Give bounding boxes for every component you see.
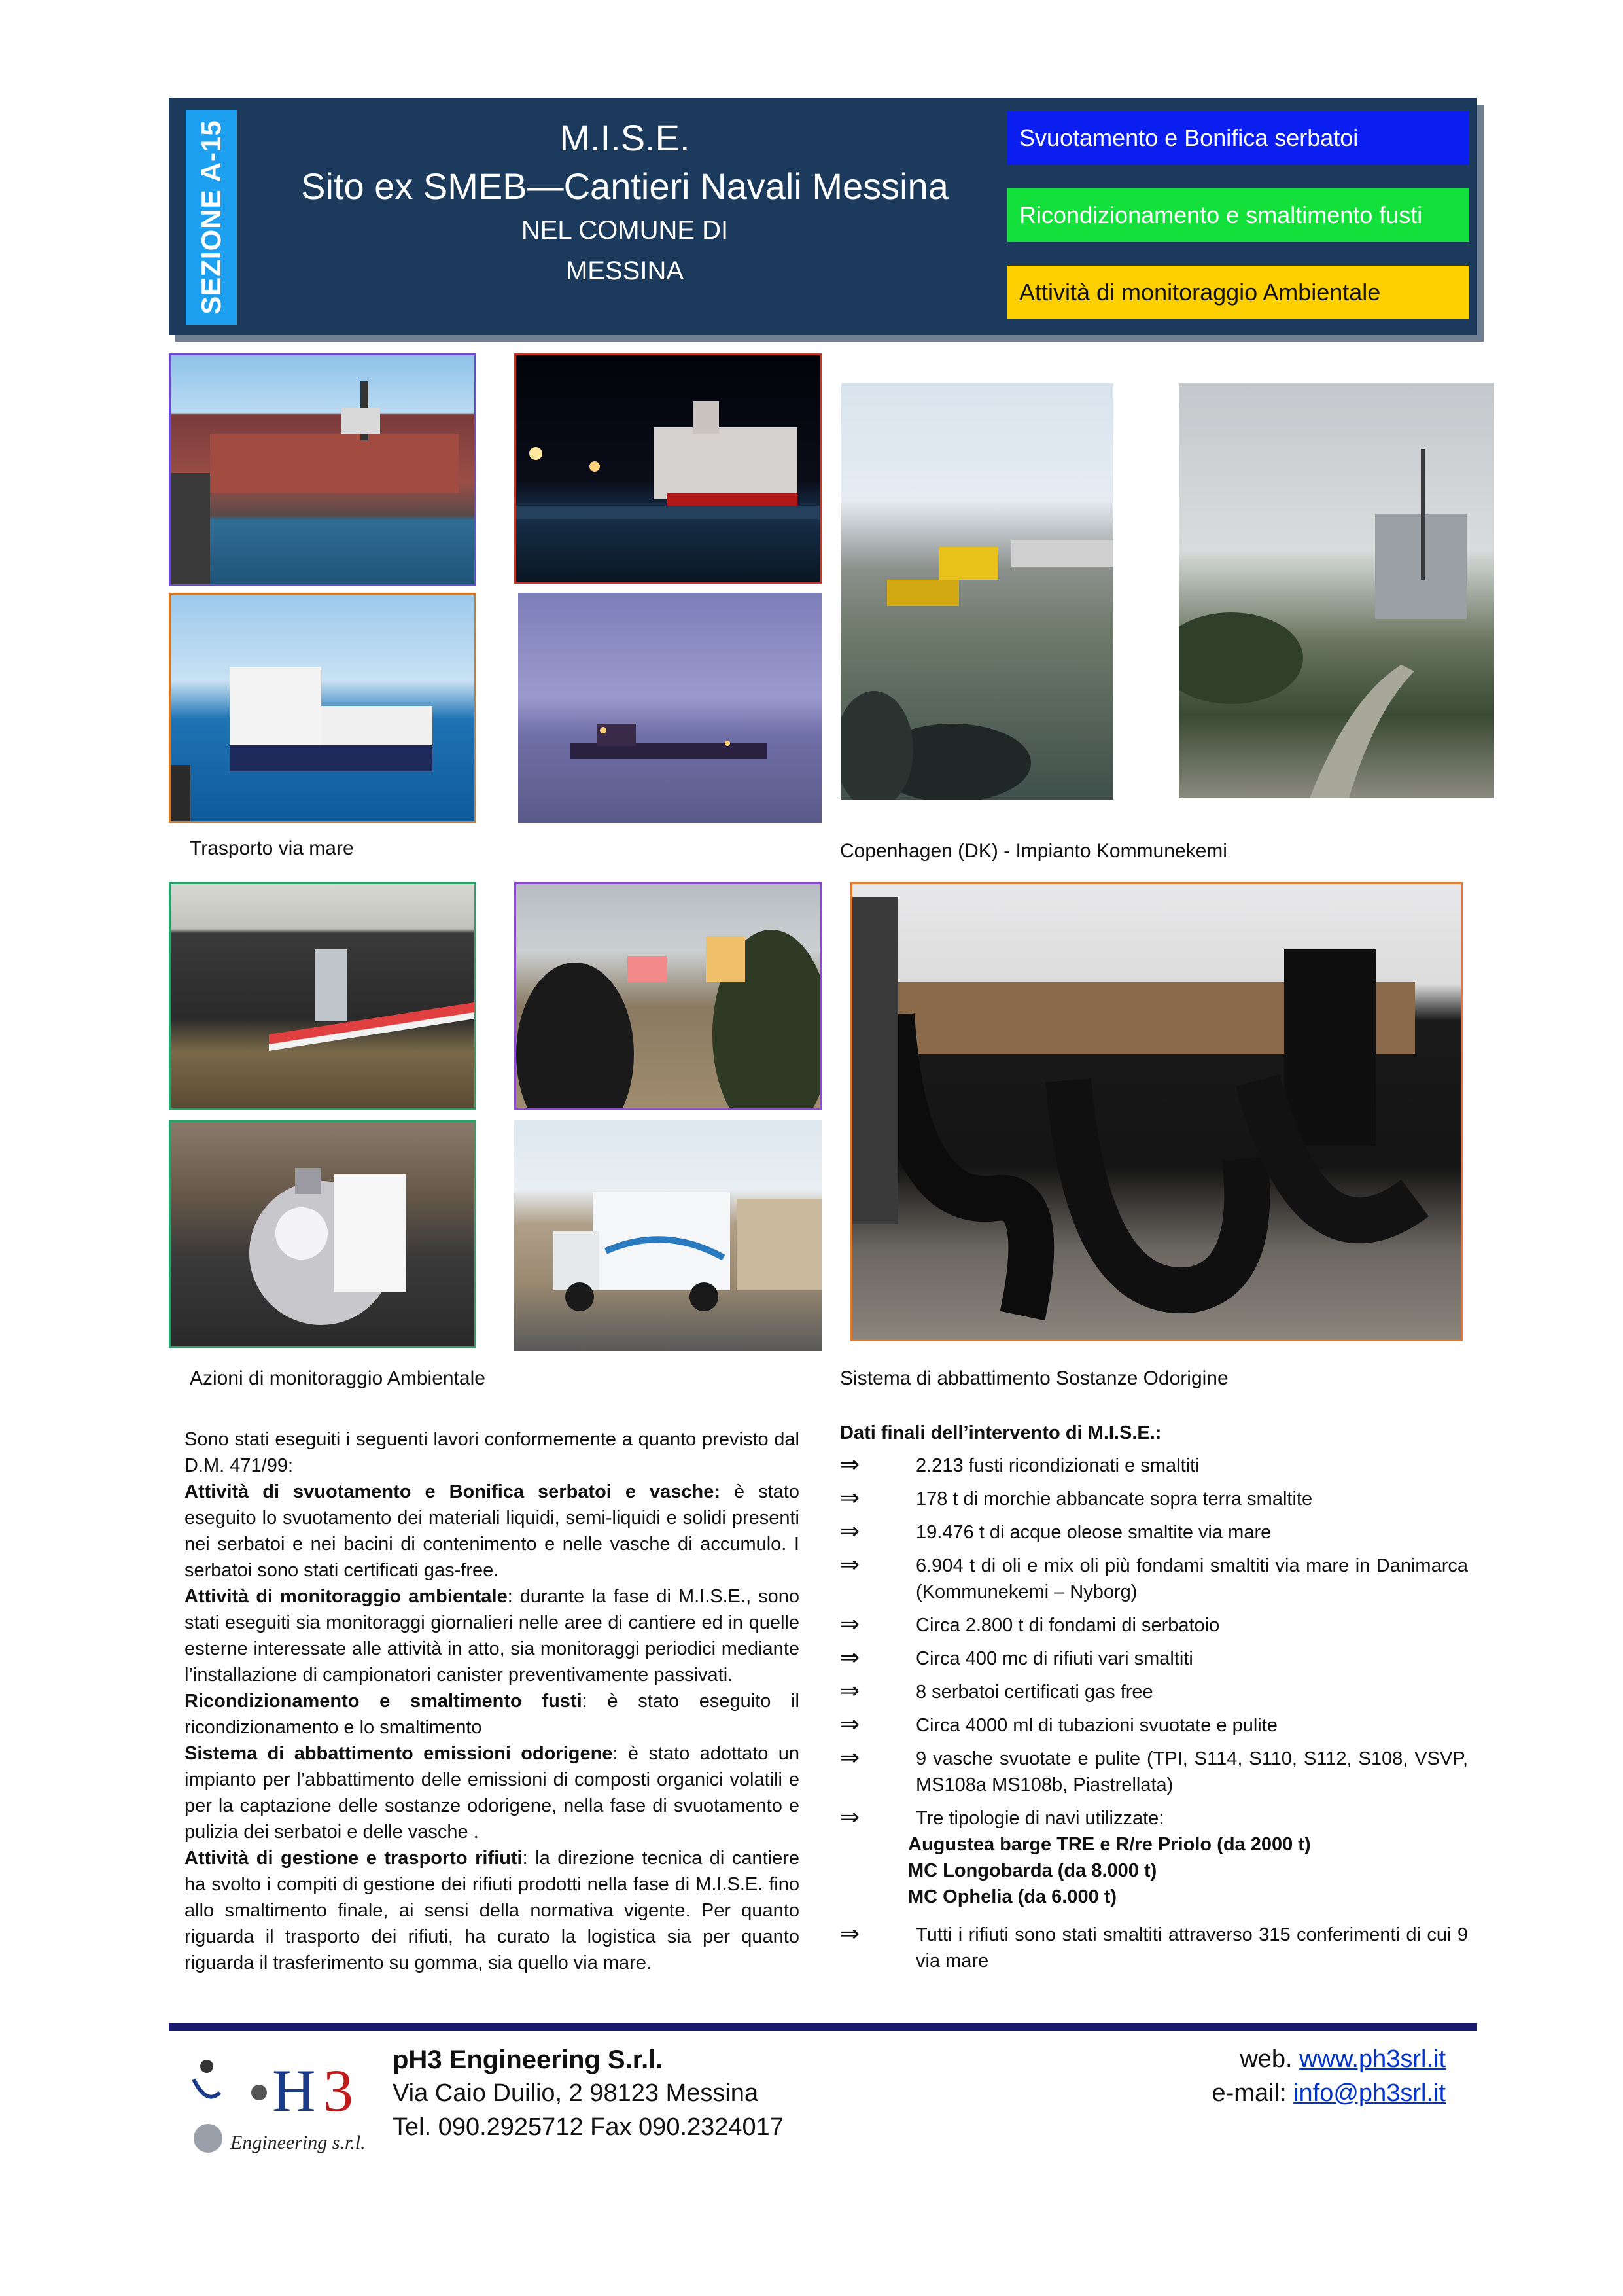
paragraph-monitoraggio-body: : durante la fase di M.I.S.E., sono stati eseguiti sia monitoraggi giornalieri nelle aree di cantiere ed in quelle esterne interessate alle attività in atto, sia monitoraggi periodici mediante l’installazione di campionatori canister preventivamente passivati.: [184, 1586, 799, 1686]
list-item: [840, 1746, 1468, 1798]
arrow-icon: ⇒: [840, 1517, 860, 1544]
company-name: pH3 Engineering S.r.l.: [393, 2045, 663, 2074]
arrow-icon: ⇒: [840, 1710, 860, 1737]
paragraph-gestione-rifiuti-head: Attività di gestione e trasporto rifiuti: [184, 1848, 523, 1869]
arrow-icon: ⇒: [840, 1551, 860, 1578]
caption-monitoring: Azioni di monitoraggio Ambientale: [190, 1368, 485, 1389]
night-ship-drawing: [516, 355, 822, 584]
list-item-text: Tutti i rifiuti sono stati smaltiti attraverso 315 conferimenti di cui 9 via mare: [916, 1924, 1468, 1971]
staff-drawing: [516, 884, 822, 1110]
page-title: M.I.S.E.: [559, 117, 690, 158]
paragraph-abbattimento-body: : è stato adottato un impianto per l’abbattimento delle emissioni di composti organici volatili e per la captazione delle sostanze odorigene, nella fase di svuotamento e pulizia dei serbatoi e delle vasche .: [184, 1743, 799, 1843]
final-data-title: Dati finali dell’intervento di M.I.S.E.:: [840, 1422, 1162, 1443]
ship-item: MC Ophelia (da 6.000 t): [908, 1886, 1117, 1907]
photo-odor-system: [850, 882, 1463, 1341]
list-item-text: Tre tipologie di navi utilizzate:: [916, 1808, 1164, 1829]
caption-odor-system: Sistema di abbattimento Sostanze Odorigine: [840, 1368, 1229, 1389]
paragraph-svuotamento-head: Attività di svuotamento e Bonifica serbatoi e vasche:: [184, 1481, 720, 1502]
sea-ship-drawing: [171, 595, 476, 823]
list-item: [840, 1612, 1468, 1638]
list-item: [840, 1486, 1468, 1512]
photo-ship-sea: [169, 593, 476, 823]
list-item-text: Circa 4000 ml di tubazioni svuotate e pulite: [916, 1715, 1278, 1736]
photo-monitoring-canister: [169, 1120, 476, 1348]
arrow-icon: ⇒: [840, 1644, 860, 1670]
paragraph-ricondizionamento-head: Ricondizionamento e smaltimento fusti: [184, 1691, 582, 1712]
web-contact: [1112, 2045, 1446, 2074]
arrow-icon: ⇒: [840, 1803, 860, 1830]
photo-ship-dusk: [518, 593, 822, 823]
paragraph-ricondizionamento: [184, 1688, 799, 1740]
section-label-text: SEZIONE A-15: [196, 120, 227, 315]
svg-text:3: 3: [323, 2057, 353, 2124]
van-drawing: [514, 1120, 822, 1351]
arrow-icon: ⇒: [840, 1744, 860, 1771]
list-item: [840, 1646, 1468, 1672]
canister-drawing: [171, 1122, 476, 1348]
arrow-icon: ⇒: [840, 1677, 860, 1704]
web-label: web.: [1240, 2045, 1300, 2073]
photo-ship-night: [514, 353, 822, 584]
copenhagen-port-drawing: [841, 383, 1113, 800]
email-label: e-mail:: [1212, 2079, 1294, 2107]
paragraph-monitoraggio: [184, 1583, 799, 1688]
list-item: [840, 1805, 1468, 1910]
photo-barge: [169, 353, 476, 586]
ship-item: Augustea barge TRE e R/re Priolo (da 2000 t): [908, 1834, 1311, 1855]
list-item-text: Circa 2.800 t di fondami di serbatoio: [916, 1615, 1220, 1636]
email-link[interactable]: info@ph3srl.it: [1293, 2079, 1446, 2107]
list-item-text: 2.213 fusti ricondizionati e smaltiti: [916, 1455, 1200, 1476]
sampler-drawing: [171, 884, 476, 1110]
barge-drawing: [171, 355, 476, 586]
paragraph-abbattimento-head: Sistema di abbattimento emissioni odorigene: [184, 1743, 613, 1764]
paragraph-svuotamento: [184, 1479, 799, 1583]
caption-transport: Trasporto via mare: [190, 838, 354, 859]
works-description: [184, 1426, 799, 1976]
website-link[interactable]: www.ph3srl.it: [1299, 2045, 1446, 2073]
list-item: [840, 1553, 1468, 1605]
company-logo: [181, 2040, 390, 2164]
list-item-text: 8 serbatoi certificati gas free: [916, 1682, 1153, 1703]
list-item-text: 6.904 t di oli e mix oli più fondami smaltiti via mare in Danimarca (Kommunekemi – Nyborg): [916, 1555, 1468, 1602]
copenhagen-plant-drawing: [1179, 383, 1494, 798]
list-item-text: 9 vasche svuotate e pulite (TPI, S114, S110, S112, S108, VSVP, MS108a MS108b, Piastrellata): [916, 1748, 1468, 1795]
dusk-ship-drawing: [518, 593, 822, 823]
caption-copenhagen: Copenhagen (DK) - Impianto Kommunekemi: [840, 840, 1227, 862]
email-contact: [1112, 2079, 1446, 2108]
list-item-text: 178 t di morchie abbancate sopra terra smaltite: [916, 1489, 1313, 1510]
photo-monitoring-van: [514, 1120, 822, 1351]
photo-monitoring-staff: [514, 882, 822, 1110]
paragraph-svuotamento-body: è stato eseguito lo svuotamento dei materiali liquidi, semi-liquidi e solidi presenti nei serbatoi e nei bacini di contenimento e nelle vasche di accumulo. I serbatoi sono stati certificati gas-free.: [184, 1481, 799, 1581]
intro-paragraph: Sono stati eseguiti i seguenti lavori conformemente a quanto previsto dal D.M. 471/99:: [184, 1429, 799, 1476]
final-data: [840, 1420, 1468, 1981]
company-phone: Tel. 090.2925712 Fax 090.2324017: [393, 2113, 784, 2141]
footer-divider: [169, 2023, 1477, 2031]
list-item-text: 19.476 t di acque oleose smaltite via mare: [916, 1522, 1272, 1543]
municipality-label: NEL COMUNE DI: [521, 216, 729, 245]
paragraph-ricondizionamento-body: : è stato eseguito il ricondizionamento e lo smaltimento: [184, 1691, 799, 1738]
photo-copenhagen-port: [841, 383, 1113, 800]
paragraph-abbattimento: [184, 1740, 799, 1845]
tag-monitoraggio: Attività di monitoraggio Ambientale: [1007, 266, 1469, 319]
photo-copenhagen-plant: [1179, 383, 1494, 798]
logo-wordmark: Engineering s.r.l.: [230, 2132, 366, 2153]
paragraph-gestione-rifiuti: [184, 1845, 799, 1976]
ship-item: MC Longobarda (da 8.000 t): [908, 1860, 1157, 1881]
photo-monitoring-sampler: [169, 882, 476, 1110]
arrow-icon: ⇒: [840, 1610, 860, 1637]
list-item: [840, 1712, 1468, 1739]
list-item: [840, 1922, 1468, 1974]
list-item: [840, 1453, 1468, 1479]
odor-system-drawing: [852, 884, 1463, 1341]
tag-svuotamento: Svuotamento e Bonifica serbatoi: [1007, 111, 1469, 165]
list-item-text: Circa 400 mc di rifiuti vari smaltiti: [916, 1648, 1193, 1669]
list-item: [840, 1519, 1468, 1545]
section-label: [186, 110, 237, 325]
svg-text:H: H: [272, 2057, 316, 2124]
list-item: [840, 1679, 1468, 1705]
tag-ricondizionamento: Ricondizionamento e smaltimento fusti: [1007, 188, 1469, 242]
paragraph-gestione-rifiuti-body: : la direzione tecnica di cantiere ha svolto i compiti di gestione dei rifiuti prodotti nella fase di M.I.S.E. fino allo smaltimento finale, ai sensi della normativa vigente. Per quanto riguarda il trasporto dei rifiuti, ha curato la logistica sia per quanto riguarda il trasferimento su gomma, sia quello via mare.: [184, 1848, 799, 1973]
logo-icon: [181, 2040, 390, 2164]
company-address: Via Caio Duilio, 2 98123 Messina: [393, 2079, 759, 2107]
page-subtitle: Sito ex SMEB—Cantieri Navali Messina: [301, 166, 949, 207]
municipality-name: MESSINA: [565, 256, 684, 285]
paragraph-monitoraggio-head: Attività di monitoraggio ambientale: [184, 1586, 508, 1607]
arrow-icon: ⇒: [840, 1451, 860, 1477]
arrow-icon: ⇒: [840, 1484, 860, 1511]
arrow-icon: ⇒: [840, 1920, 860, 1947]
